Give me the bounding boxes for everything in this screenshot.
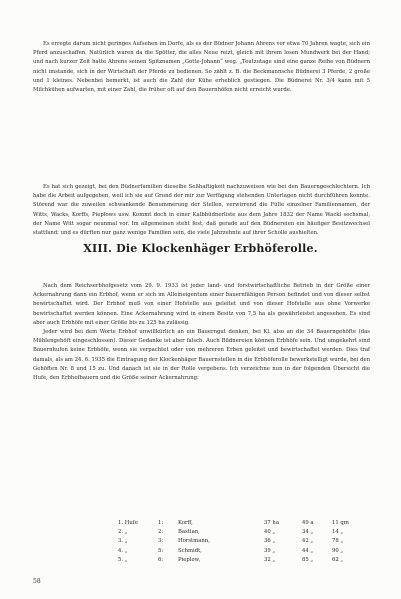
square-meter-cell: 11 qm bbox=[332, 520, 349, 526]
name-cell: Horstmann, bbox=[178, 538, 210, 545]
hectare-cell: 40 „ bbox=[264, 529, 276, 536]
number-cell: 6: bbox=[158, 556, 164, 563]
square-meter-cell: 14 „ bbox=[332, 529, 344, 536]
are-cell: 42 „ bbox=[302, 538, 314, 545]
hufe-cell: 2. „ bbox=[118, 529, 128, 536]
hufe-cell: 3. „ bbox=[118, 538, 128, 545]
square-meter-cell: 78 „ bbox=[332, 538, 344, 545]
paragraph: Jeder wird bei dem Worte Erbhof unwillkürlich an ein Bauerngut denken, bei Kl. also an die 34 Bauerngehöfte (das Mühlengehöft eingeschlossen). Dieser Gedanke ist aber falsch. Auch Büdnereien können Erbhöfe sein. Und umgekehrt sind Bauernhufen keine Erbhöfe, wenn sie verpachtet oder von mehreren Erben geleitet und bewirtschaftet werden. Dies traf damals, als am 24. 6. 1935 die Eintragung der Klockenhäger Bauernstellen in die Erbhöferolle bewerkstelligt wurde, bei den Gehöften Nr. 8 und 15 zu. Und danach ist sie in der Rolle vergebens. Ich verzeichne nun in der folgenden Übersicht die Hufe, den Erbhofbauern und die Größe seiner Ackernahrung: bbox=[33, 329, 370, 382]
number-cell: 1: bbox=[158, 520, 164, 526]
name-cell: Korff, bbox=[178, 520, 193, 526]
hectare-cell: 36 „ bbox=[264, 538, 276, 545]
table-row bbox=[0, 556, 401, 565]
are-cell: 49 a bbox=[302, 520, 314, 526]
name-cell: Schmidt, bbox=[178, 547, 202, 554]
page-number: 58 bbox=[33, 578, 41, 585]
chapter-heading: XIII. Die Klockenhäger Erbhöferolle. bbox=[83, 242, 318, 255]
table-row bbox=[0, 537, 401, 546]
are-cell: 34 „ bbox=[302, 529, 314, 536]
name-cell: Bastian, bbox=[178, 529, 200, 536]
text-block-top bbox=[33, 40, 370, 95]
paragraph: Nach dem Reichserbhofgesetz vom 29. 9. 1933 ist jeder land- und forstwirtschaftliche Betrieb in der Größe einer Ackernahrung dann ein Erbhof, wenn er sich im Alleineigentum einer bauernfähigen Person befindet und von dieser selbst bewirtschaftet wird. Der Erbhof muß von einer Hofstelle aus geleitet und von dieser Hofstelle aus ohne Vorwerke bewirtschaftet werden können. Eine Ackernahrung wird in einem Besitz von 7,5 ha als gewährleistet angesehen. Es sind aber auch Erbhöfe mit einer Größe bis zu 125 ha zulässig. bbox=[33, 283, 370, 326]
hufe-cell: 1. Hufe bbox=[118, 520, 138, 526]
text-block-chapter bbox=[33, 282, 370, 383]
farm-table bbox=[0, 519, 401, 565]
number-cell: 2: bbox=[158, 529, 164, 536]
paragraph: Es erregte darum nicht geringes Aufsehen im Dorfe, als es der Büdner Johann Ahrens vor etwa 70 Jahren wagte, sich ein Pferd anzuschaffen. Natürlich waren da die Spötter, die alles Neue reizt, gleich mit ihrem losen Mundwerk bei der Hand; und nach kurzer Zeit hatte Ahrens seinen Spitznamen „Gotte-Johann“ weg. „Teutzutage sind eine ganze Reihe von Büdnern nicht imstande, sich in der Wirtschaft der Pferde zu bedienen. So zählt z. B. die Beckmannsche Büdnerei 3 Pferde, 2 große und 1 kleines. Nebenbei bemerkt, ist auch die Zahl der Kühe erheblich gestiegen. Die Büdnerei Nr. 3/4 kann mit 5 Milchkühen aufwarten, mit einer Zahl, die früher oft auf den Bauernhöfen nicht erreicht wurde. bbox=[33, 41, 370, 94]
number-cell: 3: bbox=[158, 538, 164, 545]
number-cell: 5: bbox=[158, 547, 164, 554]
hufe-cell: 5. „ bbox=[118, 556, 128, 563]
are-cell: 44 „ bbox=[302, 547, 314, 554]
are-cell: 85 „ bbox=[302, 556, 314, 563]
hufe-cell: 4. „ bbox=[118, 547, 128, 554]
paragraph: Es hat sich gezeigt, bei den Büdnerfamilien dieselbe Seßhaftigkeit nachzuweisen wie bei den Bauerngeschlechtern. Ich habe die Arbeit aufgegeben, weil ich sie auf Grund der mir zur Verfügung stehenden Unterlagen nicht durchführen konnte. Störend war die zuweilen schwankende Benummerung der Stellen, verwirrend die Fülle einzelner Familiennamen, der Witts, Wacks, Korffs, Pieplows usw. Kommt doch in einer Kalbbüdnerliste aus dem Jahre 1832 der Name Wackl sechsmal, der Name Witt sogar neunmal vor. Im allgemeinen steht fest, daß gerade auf den Büdnereien ein häufiger Besitzwechsel stattfand; und es dürften nur ganz wenige Familien sein, die viele Jahrzehnte auf ihrer Scholle aushielten. bbox=[33, 184, 370, 237]
name-cell: Pieplow, bbox=[178, 556, 201, 563]
hectare-cell: 37 ha bbox=[264, 520, 279, 526]
table-row bbox=[0, 519, 401, 528]
text-block-middle bbox=[33, 183, 370, 238]
hectare-cell: 39 „ bbox=[264, 547, 276, 554]
table-row bbox=[0, 547, 401, 556]
square-meter-cell: 90 „ bbox=[332, 547, 344, 554]
hectare-cell: 32 „ bbox=[264, 556, 276, 563]
table-row bbox=[0, 528, 401, 537]
square-meter-cell: 62 „ bbox=[332, 556, 344, 563]
